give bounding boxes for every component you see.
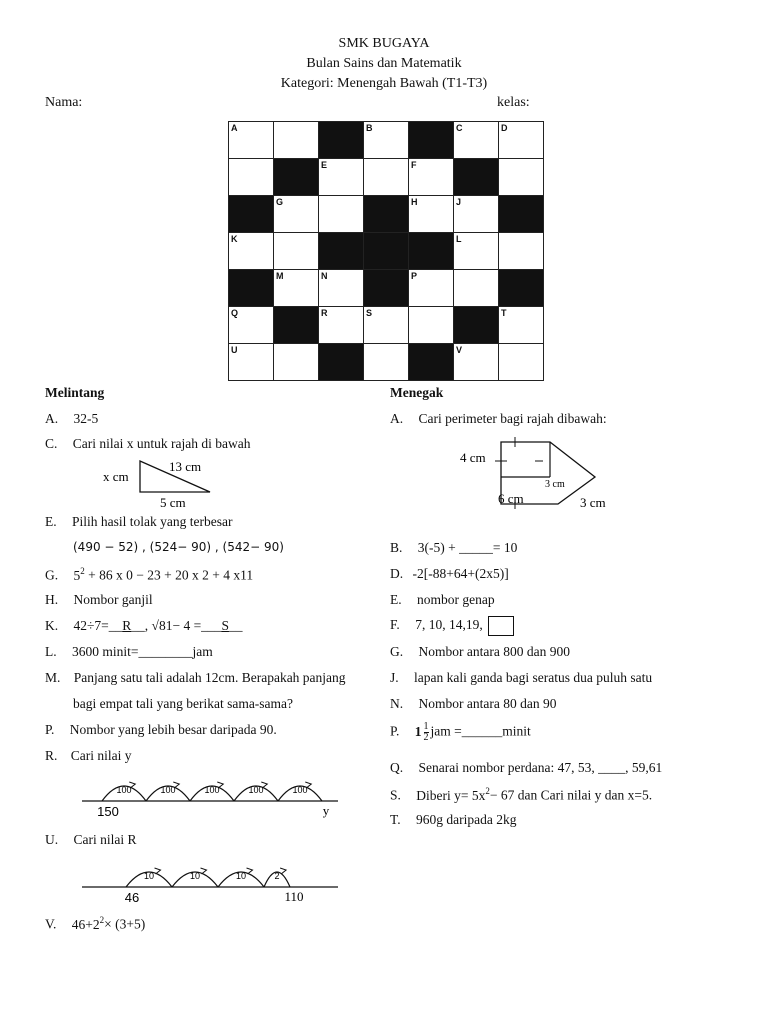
jump-label: 10 bbox=[235, 871, 247, 881]
grid-cell-black bbox=[364, 270, 409, 307]
grid-cell-black bbox=[319, 233, 364, 270]
grid-cell[interactable] bbox=[499, 233, 544, 270]
clue-letter: E. bbox=[390, 592, 402, 607]
grid-clue-number: T bbox=[501, 308, 507, 318]
s-exponent: 2 bbox=[485, 786, 490, 796]
clue-m-line2: bagi empat tali yang berikat sama-sama? bbox=[73, 696, 294, 711]
clue-text: 32-5 bbox=[73, 411, 99, 426]
clue-letter: N. bbox=[390, 696, 404, 711]
clue-down-a bbox=[390, 411, 607, 427]
clue-letter: E. bbox=[45, 514, 57, 529]
grid-cell[interactable] bbox=[229, 344, 274, 381]
grid-cell-black bbox=[229, 196, 274, 233]
clue-across-k bbox=[45, 618, 242, 634]
trap-left-label: 4 cm bbox=[460, 450, 486, 465]
clue-across-h bbox=[45, 592, 153, 608]
clue-letter: B. bbox=[390, 540, 403, 555]
grid-cell[interactable] bbox=[319, 270, 364, 307]
grid-clue-number: G bbox=[276, 197, 284, 207]
clue-letter: L. bbox=[45, 644, 57, 659]
grid-cell-black bbox=[454, 159, 499, 196]
jump-label: 100 bbox=[292, 785, 308, 795]
clue-letter: J. bbox=[390, 670, 399, 685]
grid-clue-number: B bbox=[366, 123, 373, 133]
triangle-hyp-label: 13 cm bbox=[169, 459, 202, 474]
grid-cell-black bbox=[274, 159, 319, 196]
school-name: SMK BUGAYA bbox=[338, 36, 430, 51]
s-post: − 67 dan Cari nilai y dan x=5. bbox=[489, 787, 653, 803]
grid-cell[interactable] bbox=[319, 159, 364, 196]
clue-letter: A. bbox=[390, 411, 404, 426]
jump-label: 100 bbox=[116, 785, 132, 795]
grid-cell-black bbox=[409, 233, 454, 270]
grid-cell-black bbox=[454, 307, 499, 344]
grid-row bbox=[229, 196, 544, 233]
jump-label: 100 bbox=[160, 785, 176, 795]
grid-cell[interactable] bbox=[274, 122, 319, 159]
grid-cell[interactable] bbox=[364, 344, 409, 381]
clue-text: Nombor ganjil bbox=[73, 592, 153, 607]
grid-cell[interactable] bbox=[364, 159, 409, 196]
clue-across-m bbox=[45, 670, 346, 686]
clue-text: Nombor yang lebih besar daripada 90. bbox=[69, 722, 277, 737]
grid-clue-number: L bbox=[456, 234, 462, 244]
grid-clue-number: R bbox=[321, 308, 328, 318]
grid-clue-number: K bbox=[231, 234, 238, 244]
clue-text: Cari perimeter bagi rajah dibawah: bbox=[418, 411, 607, 426]
expr-base: 5 bbox=[73, 567, 81, 583]
answer-box bbox=[488, 616, 514, 636]
grid-cell[interactable] bbox=[319, 307, 364, 344]
clue-letter: P. bbox=[45, 722, 55, 737]
clue-text: 7, 10, 14,19, bbox=[415, 617, 483, 633]
v-pre: 46+2 bbox=[71, 916, 100, 932]
grid-cell-black bbox=[319, 344, 364, 381]
grid-cell-black bbox=[409, 122, 454, 159]
clue-letter: C. bbox=[45, 436, 58, 451]
clue-letter: V. bbox=[45, 916, 57, 932]
clue-letter: Q. bbox=[390, 760, 404, 775]
clue-letter: H. bbox=[45, 592, 59, 607]
grid-clue-number: Q bbox=[231, 308, 239, 318]
clue-e-options: (490 − 52) , (524− 90) , (542− 90) bbox=[73, 540, 284, 554]
clue-down-b bbox=[390, 540, 517, 556]
clue-down-g bbox=[390, 644, 570, 660]
p-fraction bbox=[424, 722, 429, 743]
grid-clue-number: H bbox=[411, 197, 418, 207]
jump-label: 2 bbox=[274, 871, 280, 881]
grid-cell[interactable] bbox=[364, 122, 409, 159]
k-part3: __ bbox=[228, 618, 243, 633]
number-line-start: 46 bbox=[124, 890, 140, 904]
clue-down-s bbox=[390, 786, 652, 804]
clue-letter: G. bbox=[390, 644, 404, 659]
grid-clue-number: P bbox=[411, 271, 418, 281]
clue-across-p bbox=[45, 722, 277, 738]
grid-row bbox=[229, 307, 544, 344]
clue-text: 3600 minit=________jam bbox=[72, 644, 213, 659]
clue-text: Nombor antara 80 dan 90 bbox=[418, 696, 557, 711]
clue-across-g bbox=[45, 566, 253, 584]
clue-letter: R. bbox=[45, 748, 58, 763]
clue-text: Cari nilai y bbox=[70, 748, 132, 763]
clue-across-r bbox=[45, 748, 132, 764]
grid-cell-black bbox=[409, 344, 454, 381]
grid-clue-number: A bbox=[231, 123, 238, 133]
expr-exponent: 2 bbox=[80, 566, 85, 576]
jump-label: 10 bbox=[143, 871, 155, 881]
clue-text: Pilih hasil tolak yang terbesar bbox=[72, 514, 233, 529]
clue-across-v bbox=[45, 915, 145, 933]
event-title: Bulan Sains dan Matematik bbox=[306, 56, 462, 71]
grid-row bbox=[229, 122, 544, 159]
clue-letter: T. bbox=[390, 812, 401, 827]
grid-cell[interactable] bbox=[409, 196, 454, 233]
grid-cell[interactable] bbox=[274, 196, 319, 233]
clue-text: Cari nilai x untuk rajah di bawah bbox=[72, 436, 251, 451]
clue-text: lapan kali ganda bagi seratus dua puluh satu bbox=[414, 670, 653, 685]
clue-letter: F. bbox=[390, 617, 400, 633]
clue-down-q bbox=[390, 760, 662, 776]
triangle-base-label: 5 cm bbox=[160, 495, 186, 510]
grid-clue-number: E bbox=[321, 160, 328, 170]
k-r: R bbox=[122, 618, 132, 633]
k-part1: 42÷7=__ bbox=[73, 618, 123, 633]
grid-cell[interactable] bbox=[229, 233, 274, 270]
clue-across-l bbox=[45, 644, 213, 660]
number-line-end: y bbox=[322, 803, 330, 818]
clue-text: nombor genap bbox=[417, 592, 495, 607]
s-pre: Diberi y= 5x bbox=[416, 787, 486, 803]
grid-cell[interactable] bbox=[499, 159, 544, 196]
clue-text: jam =______minit bbox=[430, 723, 531, 739]
clue-letter: P. bbox=[390, 723, 400, 739]
clue-text: Senarai nombor perdana: 47, 53, ____, 59,61 bbox=[418, 760, 663, 775]
grid-clue-number: M bbox=[276, 271, 284, 281]
clue-letter: M. bbox=[45, 670, 61, 685]
grid-cell-black bbox=[364, 196, 409, 233]
category-line: Kategori: Menengah Bawah (T1-T3) bbox=[280, 76, 488, 91]
grid-cell[interactable] bbox=[499, 344, 544, 381]
grid-cell[interactable] bbox=[229, 122, 274, 159]
grid-cell[interactable] bbox=[454, 344, 499, 381]
clue-letter: A. bbox=[45, 411, 59, 426]
grid-cell[interactable] bbox=[499, 307, 544, 344]
jump-label: 10 bbox=[189, 871, 201, 881]
expr-rest: + 86 x 0 − 23 + 20 x 2 + 4 x11 bbox=[84, 567, 254, 583]
name-label: Nama: bbox=[45, 95, 83, 110]
p-numerator: 1 bbox=[423, 721, 429, 732]
grid-cell-black bbox=[229, 270, 274, 307]
grid-row bbox=[229, 159, 544, 196]
grid-cell[interactable] bbox=[454, 196, 499, 233]
clue-text: -2[-88+64+(2x5)] bbox=[412, 566, 509, 581]
clue-text: 3(-5) + _____= 10 bbox=[417, 540, 518, 555]
clue-text: Cari nilai R bbox=[73, 832, 137, 847]
k-part2: __, √81− 4 =___ bbox=[131, 618, 222, 633]
grid-cell[interactable] bbox=[274, 344, 319, 381]
grid-cell[interactable] bbox=[454, 233, 499, 270]
grid-row bbox=[229, 344, 544, 381]
p-whole: 1 bbox=[414, 723, 422, 739]
crossword-grid bbox=[228, 121, 544, 381]
grid-row bbox=[229, 270, 544, 307]
grid-cell[interactable] bbox=[409, 159, 454, 196]
clue-letter: S. bbox=[390, 787, 401, 803]
v-post: × (3+5) bbox=[104, 916, 146, 932]
across-title: Melintang bbox=[45, 385, 105, 400]
grid-cell[interactable] bbox=[274, 270, 319, 307]
class-label: kelas: bbox=[497, 95, 530, 110]
clue-across-c bbox=[45, 436, 250, 452]
grid-cell[interactable] bbox=[409, 270, 454, 307]
triangle-x-label: x cm bbox=[103, 469, 129, 484]
grid-clue-number: F bbox=[411, 160, 417, 170]
clue-down-f bbox=[390, 616, 514, 636]
grid-cell-black bbox=[499, 196, 544, 233]
clue-letter: D. bbox=[390, 566, 404, 581]
grid-clue-number: J bbox=[456, 197, 462, 207]
clue-down-j bbox=[390, 670, 652, 686]
clue-text: Nombor antara 800 dan 900 bbox=[418, 644, 570, 659]
clue-across-u bbox=[45, 832, 137, 848]
number-line-start: 150 bbox=[97, 804, 119, 818]
grid-cell[interactable] bbox=[319, 196, 364, 233]
trap-right-label: 3 cm bbox=[580, 495, 606, 510]
grid-cell[interactable] bbox=[454, 122, 499, 159]
grid-cell-black bbox=[274, 307, 319, 344]
clue-text: 960g daripada 2kg bbox=[416, 812, 517, 827]
k-s: S bbox=[221, 618, 229, 633]
p-denominator: 2 bbox=[423, 732, 429, 743]
jump-label: 100 bbox=[204, 785, 220, 795]
jump-label: 100 bbox=[248, 785, 264, 795]
grid-cell-black bbox=[499, 270, 544, 307]
clue-across-a bbox=[45, 411, 98, 427]
grid-clue-number: N bbox=[321, 271, 328, 281]
clue-across-e bbox=[45, 514, 232, 530]
number-line-u bbox=[80, 856, 342, 904]
trapezoid-diagram bbox=[455, 435, 630, 515]
grid-cell[interactable] bbox=[454, 270, 499, 307]
clue-letter: G. bbox=[45, 567, 59, 583]
trap-bottom-label: 6 cm bbox=[498, 491, 524, 506]
right-triangle-diagram bbox=[100, 455, 230, 513]
down-title: Menegak bbox=[390, 385, 444, 400]
grid-cell[interactable] bbox=[409, 307, 454, 344]
grid-cell-black bbox=[364, 233, 409, 270]
number-line-r bbox=[80, 770, 342, 818]
v-exponent: 2 bbox=[99, 915, 105, 925]
grid-clue-number: C bbox=[456, 123, 463, 133]
clue-down-p bbox=[390, 722, 531, 743]
clue-down-n bbox=[390, 696, 556, 712]
grid-clue-number: V bbox=[456, 345, 463, 355]
number-line-end: 110 bbox=[284, 889, 304, 904]
clue-down-t bbox=[390, 812, 516, 828]
grid-cell[interactable] bbox=[229, 307, 274, 344]
clue-text-line1: Panjang satu tali adalah 12cm. Berapakah panjang bbox=[73, 670, 346, 685]
grid-clue-number: D bbox=[501, 123, 508, 133]
grid-cell[interactable] bbox=[229, 159, 274, 196]
clue-letter: K. bbox=[45, 618, 59, 633]
grid-cell[interactable] bbox=[364, 307, 409, 344]
clue-letter: U. bbox=[45, 832, 59, 847]
grid-cell[interactable] bbox=[499, 122, 544, 159]
trap-inner-label: 3 cm bbox=[545, 479, 565, 490]
grid-cell[interactable] bbox=[274, 233, 319, 270]
grid-clue-number: S bbox=[366, 308, 373, 318]
clue-down-e bbox=[390, 592, 495, 608]
grid-cell-black bbox=[319, 122, 364, 159]
grid-row bbox=[229, 233, 544, 270]
clue-down-d bbox=[390, 566, 509, 582]
grid-clue-number: U bbox=[231, 345, 238, 355]
